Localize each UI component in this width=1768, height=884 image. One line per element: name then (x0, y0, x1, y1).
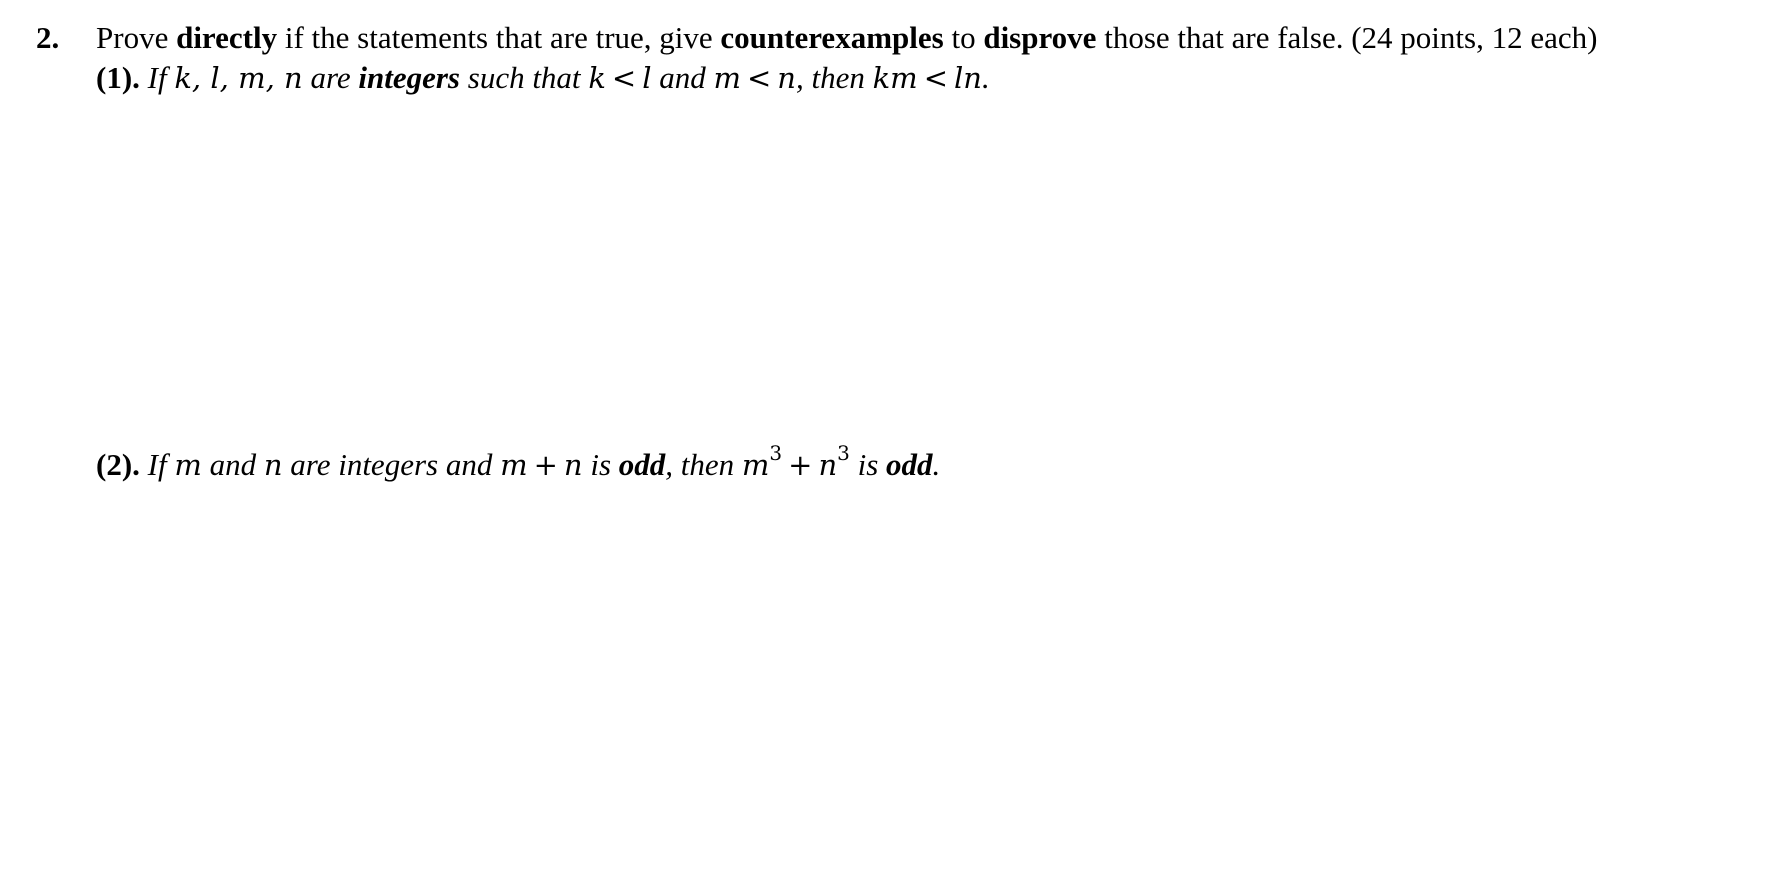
part-2-text: is (849, 447, 887, 482)
part-2-math-m-cubed (741, 441, 783, 482)
part-1-text: are (302, 60, 359, 95)
stem-text: those that are false. (24 points, 12 each) (1096, 20, 1598, 55)
part-2-label: (2). (96, 447, 140, 482)
part-2-math-m: m (174, 448, 202, 482)
stem-bold-disprove: disprove (983, 20, 1097, 55)
part-1-variables: k, l, m, n (174, 61, 303, 95)
part-2-text: are integers and (282, 447, 501, 482)
part-1-bold-integers: integers (358, 60, 460, 95)
base: n (818, 448, 838, 482)
part-1-text: , then (795, 60, 873, 95)
part-2-math-n-cubed (818, 441, 850, 482)
question-number: 2. (36, 20, 60, 55)
stem-text: Prove (96, 20, 177, 55)
part-1-statement (96, 58, 990, 98)
part-2-text: If (139, 447, 175, 482)
exponent: 3 (837, 441, 850, 466)
less-than-symbol: < (611, 61, 637, 95)
part-2-period: . (932, 447, 941, 482)
stem-bold-directly: directly (176, 20, 278, 55)
stem-text: if the statements that are true, give (277, 20, 721, 55)
part-1-text: If (139, 60, 175, 95)
part-1-text: and (651, 60, 714, 95)
part-1-text: such that (460, 60, 589, 95)
part-1-math-n: n (777, 61, 796, 95)
part-2-math-n: n (263, 448, 283, 482)
part-2-math-m: m (500, 448, 528, 482)
plus-symbol: + (788, 448, 813, 482)
part-2-statement (96, 441, 941, 485)
less-than-symbol: < (746, 61, 772, 95)
part-1-label: (1). (96, 60, 140, 95)
plus-symbol: + (533, 448, 558, 482)
part-2-bold-odd: odd (886, 447, 933, 482)
part-1-math-km: km (872, 61, 918, 95)
part-1-math-k: k (588, 61, 606, 95)
part-2-text: and (201, 447, 264, 482)
base: m (741, 448, 770, 482)
part-1-math-m: m (713, 61, 741, 95)
part-1-period: . (981, 60, 990, 95)
part-1-math-ln: ln (954, 61, 982, 95)
exponent: 3 (769, 441, 783, 466)
stem-bold-counterexamples: counterexamples (720, 20, 944, 55)
part-2-text: is (582, 447, 619, 482)
part-1-math-l: l (642, 61, 652, 95)
part-2-text: , then (665, 447, 742, 482)
question-stem (96, 18, 1597, 58)
stem-text: to (943, 20, 984, 55)
less-than-symbol: < (923, 61, 948, 95)
part-2-math-n: n (563, 448, 583, 482)
part-2-bold-odd: odd (618, 447, 666, 482)
